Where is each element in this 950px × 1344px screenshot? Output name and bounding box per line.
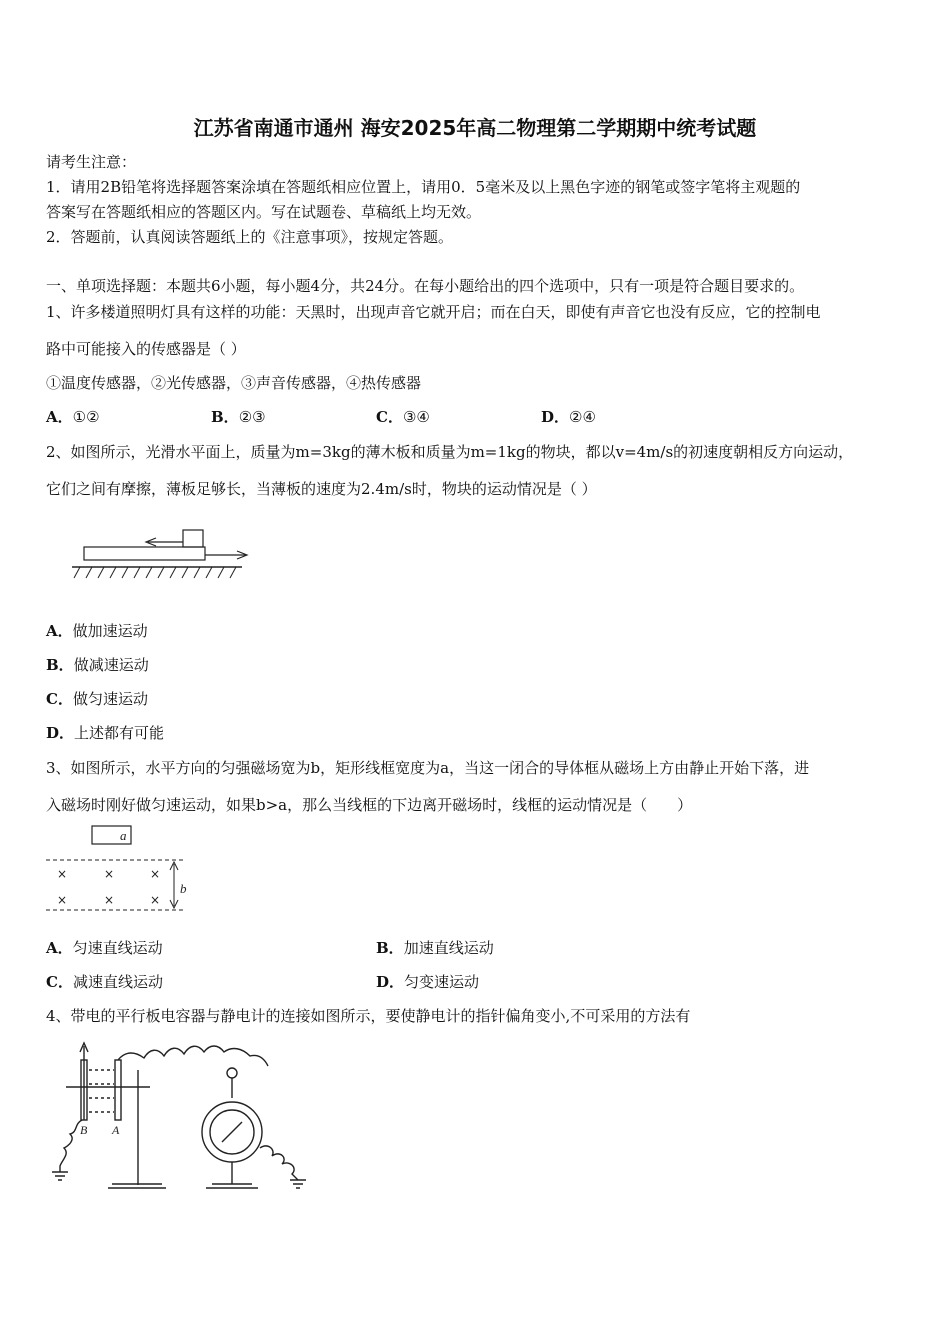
- notice-line-2: 2．答题前，认真阅读答题纸上的《注意事项》，按规定答题。: [46, 228, 454, 246]
- q1-option-a: A．①②: [46, 408, 100, 426]
- q4-plate-a: [115, 1060, 121, 1120]
- q4-needle: [222, 1122, 242, 1142]
- q1-option-b: B．②③: [211, 408, 266, 426]
- q3-stem-b: 入磁场时刚好做匀速运动，如果b>a，那么当线框的下边离开磁场时，线框的运动情况是（ ）: [46, 796, 693, 814]
- q3-cross: ×: [150, 893, 161, 907]
- q3-option-a: A．匀速直线运动: [46, 939, 163, 957]
- q4-terminal: [227, 1068, 237, 1078]
- q3-cross: ×: [57, 893, 68, 907]
- q1-option-d: D．②④: [541, 408, 596, 426]
- q2-option-b: B．做减速运动: [46, 656, 149, 674]
- notice-line-1b: 答案写在答题纸相应的答题区内。写在试题卷、草稿纸上均无效。: [46, 203, 482, 221]
- q4-ground-left: [52, 1172, 68, 1180]
- q2-stem-b: 它们之间有摩擦，薄板足够长，当薄板的速度为2.4m/s时，物块的运动情况是（ ）: [46, 480, 597, 498]
- q3-option-d: D．匀变速运动: [376, 973, 480, 991]
- q2-board: [84, 547, 205, 560]
- q3-cross: ×: [150, 867, 161, 881]
- q2-figure: [66, 526, 256, 586]
- q3-cross: ×: [104, 893, 115, 907]
- q3-label-a: a: [120, 828, 127, 843]
- section-heading: 一、单项选择题：本题共6小题，每小题4分，共24分。在每小题给出的四个选项中，只有一项是符合题目要求的。: [46, 277, 805, 295]
- q4-electroscope-base: [206, 1184, 258, 1188]
- q4-ground-right: [290, 1180, 306, 1188]
- q1-items: ①温度传感器，②光传感器，③声音传感器，④热传感器: [46, 374, 422, 392]
- q3-stem-a: 3、如图所示，水平方向的匀强磁场宽为b，矩形线框宽度为a，当这一闭合的导体框从磁场上方由静止开始下落，进: [46, 759, 810, 777]
- q4-stand-base: [108, 1184, 166, 1188]
- q1-stem-a: 1、许多楼道照明灯具有这样的功能：天黑时，出现声音它就开启；而在白天，即使有声音它也没有反应，它的控制电: [46, 303, 821, 321]
- q4-ground-wire-left: [60, 1120, 82, 1172]
- q3-label-b: b: [180, 881, 187, 896]
- q3-option-c: C．减速直线运动: [46, 973, 163, 991]
- q2-stem-a: 2、如图所示，光滑水平面上，质量为m=3kg的薄木板和质量为m=1kg的物块，都以v=4m/s的初速度朝相反方向运动，: [46, 443, 854, 461]
- q4-label-a: A: [112, 1123, 120, 1137]
- q4-wire: [118, 1046, 268, 1066]
- notice-heading: 请考生注意：: [46, 153, 137, 171]
- q1-option-c: C．③④: [376, 408, 430, 426]
- q4-figure: [46, 1040, 316, 1195]
- q4-ground-wire-right: [260, 1146, 298, 1180]
- q2-option-a: A．做加速运动: [46, 622, 148, 640]
- q2-block: [183, 530, 203, 547]
- notice-line-1a: 1．请用2B铅笔将选择题答案涂填在答题纸相应位置上，请用0．5毫米及以上黑色字迹的钢笔或签字笔将主观题的: [46, 178, 801, 196]
- q1-stem-b: 路中可能接入的传感器是（ ）: [46, 340, 246, 358]
- q4-stem: 4、带电的平行板电容器与静电计的连接如图所示，要使静电计的指针偏角变小,不可采用的方法有: [46, 1007, 691, 1025]
- q4-label-b: B: [80, 1123, 88, 1137]
- q3-option-b: B．加速直线运动: [376, 939, 494, 957]
- q3-figure: [40, 822, 200, 917]
- q2-option-d: D．上述都有可能: [46, 724, 165, 742]
- q3-cross: ×: [57, 867, 68, 881]
- q3-cross: ×: [104, 867, 115, 881]
- page-title: 江苏省南通市通州 海安2025年高二物理第二学期期中统考试题: [193, 116, 757, 140]
- q2-option-c: C．做匀速运动: [46, 690, 148, 708]
